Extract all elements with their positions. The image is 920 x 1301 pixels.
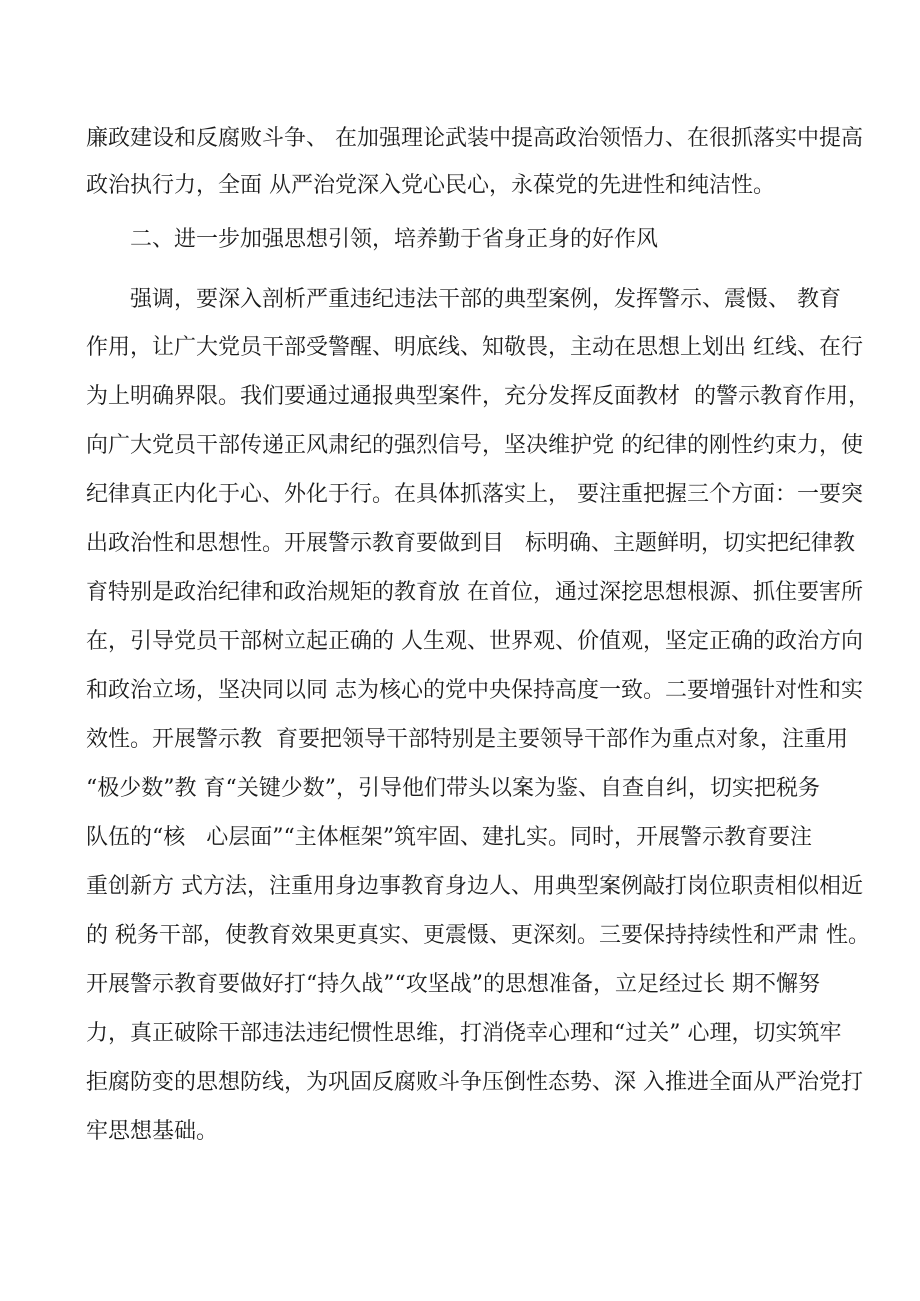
- text-line-21: 牢思想基础。: [86, 1119, 219, 1144]
- text-line-5: 作用，让广大党员干部受警醒、明底线、知敬畏，主动在思想上划出 红线、在行: [86, 335, 863, 360]
- text-line-4: 强调，要深入剖析严重违纪违法干部的典型案例，发挥警示、震慑、 教育: [130, 287, 841, 312]
- text-line-15: 队伍的“核 心层面”“主体框架”筑牢固、建扎实。同时，开展警示教育要注: [86, 825, 812, 850]
- text-line-7: 向广大党员干部传递正风肃纪的强烈信号，坚决维护党 的纪律的刚性约束力，使: [86, 433, 863, 458]
- text-line-12: 和政治立场，坚决同以同 志为核心的党中央保持高度一致。二要增强针对性和实: [86, 678, 863, 703]
- text-line-2: 政治执行力，全面 从严治党深入党心民心，永葆党的先进性和纯洁性。: [86, 173, 775, 198]
- text-line-18: 开展警示教育要做好打“持久战”“攻坚战”的思想准备，立足经过长 期不懈努: [86, 972, 820, 997]
- text-line-10: 育特别是政治纪律和政治规矩的教育放 在首位，通过深挖思想根源、抓住要害所: [86, 580, 863, 605]
- text-line-8: 纪律真正内化于心、外化于行。在具体抓落实上， 要注重把握三个方面：一要突: [86, 482, 863, 507]
- text-line-14: “极少数”教 育“关键少数”，引导他们带头以案为鉴、自查自纠，切实把税务: [86, 776, 820, 801]
- text-line-16: 重创新方 式方法，注重用身边事教育身边人、用典型案例敲打岗位职责相似相近: [86, 874, 863, 899]
- text-line-19: 力，真正破除干部违法违纪惯性思维，打消侥幸心理和“过关” 心理，切实筑牢: [86, 1021, 842, 1046]
- text-line-17: 的 税务干部，使教育效果更真实、更震慑、更深刻。三要保持持续性和严肃 性。: [86, 923, 870, 948]
- text-line-11: 在，引导党员干部树立起正确的 人生观、世界观、价值观，坚定正确的政治方向: [86, 629, 863, 654]
- section-heading: 二、进一步加强思想引领，培养勤于省身正身的好作风: [130, 227, 659, 252]
- text-line-1: 廉政建设和反腐败斗争、 在加强理论武装中提高政治领悟力、在很抓落实中提高: [86, 126, 863, 151]
- text-line-13: 效性。开展警示教 育要把领导干部特别是主要领导干部作为重点对象，注重用: [86, 727, 848, 752]
- text-line-6: 为上明确界限。我们要通过通报典型案件，充分发挥反面教材 的警示教育作用，: [86, 384, 870, 409]
- text-line-20: 拒腐防变的思想防线，为巩固反腐败斗争压倒性态势、深 入推进全面从严治党打: [86, 1070, 863, 1095]
- text-line-9: 出政治性和思想性。开展警示教育要做到目 标明确、主题鲜明，切实把纪律教: [86, 531, 855, 556]
